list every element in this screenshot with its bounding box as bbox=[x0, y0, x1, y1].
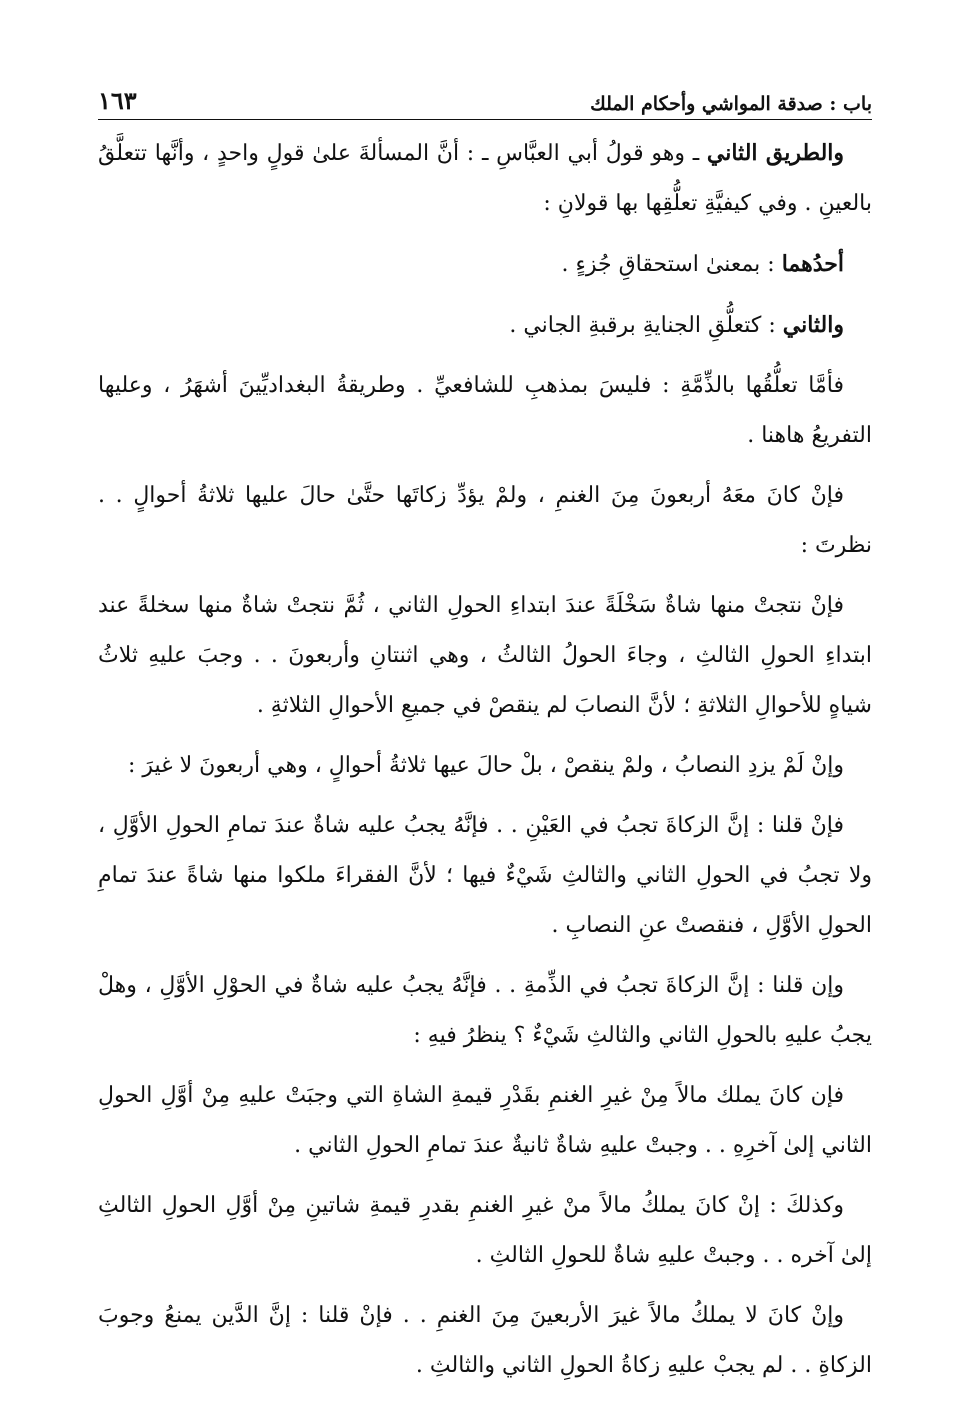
paragraph bbox=[98, 741, 872, 791]
paragraph bbox=[98, 581, 872, 731]
paragraph bbox=[98, 801, 872, 951]
paragraph-text: وإن قلنا : إنَّ الزكاةَ تجبُ في الذِّمةِ . . فإنَّهُ يجبُ عليه شاةٌ في الحوْلِ الأوَّلِ ، وهلْ يجبُ عليهِ بالحولِ الثاني والثالثِ شَيْءٌ ؟ ينظرُ فيهِ : bbox=[98, 973, 872, 1048]
paragraph bbox=[98, 128, 872, 229]
page-body bbox=[98, 128, 872, 1401]
paragraph bbox=[98, 361, 872, 461]
paragraph-lead: أحدُهما bbox=[781, 251, 844, 277]
page-number: ١٦٣ bbox=[98, 86, 137, 115]
paragraph-text: فإنْ كانَ معَهُ أربعونَ مِنَ الغنمِ ، ولمْ يؤدِّ زكاتَها حتَّىٰ حالَ عليها ثلاثةُ أحوالٍ . . نظرتَ : bbox=[98, 483, 872, 558]
paragraph bbox=[98, 239, 872, 290]
paragraph-text: ـ وهو قولُ أبي العبَّاسِ ـ : أنَّ المسألةَ علىٰ قولٍ واحدٍ ، وأنَّها تتعلَّقُ بالعينِ . وفي كيفيَّةِ تعلُّقِها بها قولانِ : bbox=[98, 141, 872, 216]
paragraph bbox=[98, 300, 872, 351]
paragraph-text: فإنْ قلنا : إنَّ الزكاةَ تجبُ في العَيْنِ . . فإنَّهُ يجبُ عليه شاةٌ عندَ تمامِ الحولِ الأوَّلِ ، ولا تجبُ في الحولِ الثاني والثالثِ شَيْءٌ فيها ؛ لأنَّ الفقراءَ ملكوا منها شاةً عندَ تمامِ الحولِ الأوَّلِ ، فنقصتْ عنِ النصابِ . bbox=[98, 813, 872, 938]
paragraph-text: وإنْ لَمْ يزدِ النصابُ ، ولمْ ينقصْ ، بلْ حالَ عيها ثلاثةُ أحوالٍ ، وهي أربعونَ لا غيرَ : bbox=[127, 753, 844, 778]
paragraph-text: فإن كانَ يملك مالاً مِنْ غيرِ الغنمِ بقَدْرِ قيمةِ الشاةِ التي وجبَتْ عليهِ مِنْ أوَّلِ الحولِ الثاني إلىٰ آخرِهِ . . وجبتْ عليهِ شاةٌ ثانيةٌ عندَ تمامِ الحولِ الثاني . bbox=[98, 1083, 872, 1158]
paragraph-text: : بمعنىٰ استحقاقِ جُزءٍ . bbox=[561, 252, 782, 277]
running-title: باب : صدقة المواشي وأحكام الملك bbox=[590, 93, 872, 115]
paragraph-text: فأمَّا تعلُّقُها بالذِّمَّةِ : فليسَ بمذهبِ للشافعيِّ . وطريقةُ البغداديِّينَ أشهَرُ ، وعليها التفريعُ هاهنا . bbox=[98, 373, 872, 448]
paragraph bbox=[98, 1181, 872, 1281]
paragraph-lead: والطريق الثاني bbox=[706, 140, 845, 166]
paragraph-lead: والثاني bbox=[782, 312, 844, 338]
paragraph bbox=[98, 1291, 872, 1391]
paragraph bbox=[98, 471, 872, 571]
paragraph-text: : كتعلُّقِ الجنايةِ برقبةِ الجاني . bbox=[509, 313, 783, 338]
paragraph-text: وكذلكَ : إنْ كانَ يملكُ مالاً منْ غيرِ الغنمِ بقدرِ قيمةِ شاتينِ مِنْ أوَّلِ الحولِ الثالثِ إلىٰ آخره . . وجبتْ عليهِ شاةٌ للحولِ الثالثِ . bbox=[98, 1193, 872, 1268]
paragraph-text: وإنْ كانَ لا يملكُ مالاً غيرَ الأربعينَ مِنَ الغنمِ . . فإنْ قلنا : إنَّ الدَّين يمنعُ وجوبَ الزكاةِ . . لم يجبْ عليهِ زكاةُ الحولِ الثاني والثالثِ . bbox=[98, 1303, 872, 1378]
paragraph bbox=[98, 961, 872, 1061]
paragraph-text: فإنْ نتجتْ منها شاةٌ سَخْلَةً عندَ ابتداءِ الحولِ الثاني ، ثُمَّ نتجتْ شاةٌ منها سخلةً عند ابتداءِ الحولِ الثالثِ ، وجاءَ الحولُ الثالثُ ، وهي اثنتانِ وأربعونَ . . وجبَ عليهِ ثلاثُ شياهٍ للأحوالِ الثلاثةِ ؛ لأنَّ النصابَ لم ينقصْ في جميعِ الأحوالِ الثلاثةِ . bbox=[98, 593, 872, 718]
paragraph bbox=[98, 1071, 872, 1171]
page-header bbox=[98, 82, 872, 120]
